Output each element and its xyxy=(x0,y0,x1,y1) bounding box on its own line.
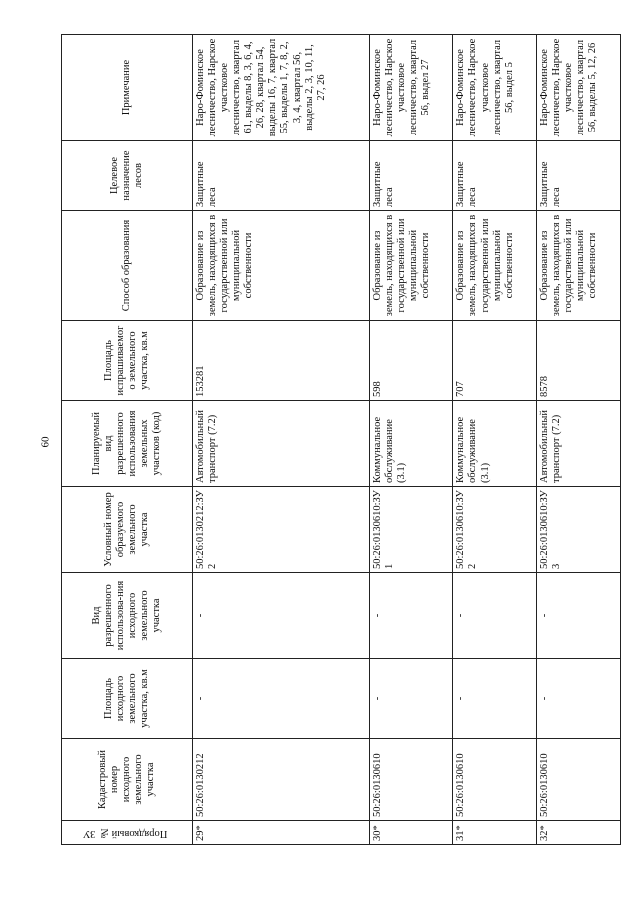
cell-source-area: - xyxy=(537,659,621,739)
cell-ordinal: 32* xyxy=(537,821,621,845)
cell-note: Наро-Фоминское лесничество, Нарское участковое лесничество, квартал 56, выделы 5, 12, 26 xyxy=(537,35,621,141)
header-cadastral: Кадастровый номер исходного земельного участка xyxy=(62,739,193,821)
cell-formation-method: Образование из земель, находящихся в государственной или муниципальной собственности xyxy=(193,211,370,321)
cell-formation-method: Образование из земель, находящихся в государственной или муниципальной собственности xyxy=(537,211,621,321)
page-number: 60 xyxy=(39,436,52,448)
header-forest-purpose: Целевое назначение лесов xyxy=(62,141,193,211)
cell-planned-use: Коммунальное обслуживание (3.1) xyxy=(369,401,453,487)
cell-source-area: - xyxy=(193,659,370,739)
cell-source-use: - xyxy=(369,573,453,659)
cell-requested-area: 8578 xyxy=(537,321,621,401)
cell-conditional-number: 50:26:0130212:ЗУ2 xyxy=(193,487,370,573)
cell-requested-area: 153281 xyxy=(193,321,370,401)
cell-forest-purpose: Защитные леса xyxy=(453,141,537,211)
header-ordinal-text: Порядковый № ЗУ xyxy=(82,827,168,839)
cell-note: Наро-Фоминское лесничество, Нарское участковое лесничество, квартал 61, выделы 8, 3, 6, 4, 26, 28, квартал 54, выделы 16, 7, квартал 55, выделы 1, 7, 8, 2, 3, 4, квартал 56, выделы 2, 3, 10, 11, 27, 26 xyxy=(193,35,370,141)
header-source-area: Площадь исходного земельного участка, кв.м xyxy=(62,659,193,739)
cell-ordinal: 29* xyxy=(193,821,370,845)
header-conditional-number: Условный номер образуемого земельного участка xyxy=(62,487,193,573)
table-row xyxy=(537,35,621,845)
cell-planned-use: Автомобильный транспорт (7.2) xyxy=(537,401,621,487)
cell-cadastral: 50:26:0130610 xyxy=(537,739,621,821)
table-row xyxy=(193,35,370,845)
cell-cadastral: 50:26:0130610 xyxy=(369,739,453,821)
cell-requested-area: 598 xyxy=(369,321,453,401)
rotated-table-frame xyxy=(61,35,621,845)
cell-ordinal: 30* xyxy=(369,821,453,845)
cell-source-use: - xyxy=(537,573,621,659)
header-note: Примечание xyxy=(62,35,193,141)
cell-formation-method: Образование из земель, находящихся в государственной или муниципальной собственности xyxy=(369,211,453,321)
cell-source-area: - xyxy=(369,659,453,739)
cell-cadastral: 50:26:0130610 xyxy=(453,739,537,821)
header-ordinal xyxy=(62,821,193,845)
cell-conditional-number: 50:26:0130610:ЗУ1 xyxy=(369,487,453,573)
land-plots-table xyxy=(61,34,621,845)
cell-source-use: - xyxy=(193,573,370,659)
table-header-row xyxy=(62,35,193,845)
cell-ordinal: 31* xyxy=(453,821,537,845)
cell-conditional-number: 50:26:0130610:ЗУ3 xyxy=(537,487,621,573)
cell-planned-use: Автомобильный транспорт (7.2) xyxy=(193,401,370,487)
cell-planned-use: Коммунальное обслуживание (3.1) xyxy=(453,401,537,487)
cell-requested-area: 707 xyxy=(453,321,537,401)
cell-forest-purpose: Защитные леса xyxy=(193,141,370,211)
header-source-use: Вид разрешенного использова-ния исходного земельного участка xyxy=(62,573,193,659)
table-row xyxy=(453,35,537,845)
cell-source-area: - xyxy=(453,659,537,739)
header-requested-area: Площадь испрашиваемого земельного участка, кв.м xyxy=(62,321,193,401)
cell-formation-method: Образование из земель, находящихся в государственной или муниципальной собственности xyxy=(453,211,537,321)
cell-source-use: - xyxy=(453,573,537,659)
header-planned-use: Планируемый вид разрешенного использования земельных участков (код) xyxy=(62,401,193,487)
cell-note: Наро-Фоминское лесничество, Нарское участковое лесничество, квартал 56, выдел 5 xyxy=(453,35,537,141)
cell-forest-purpose: Защитные леса xyxy=(537,141,621,211)
cell-cadastral: 50:26:0130212 xyxy=(193,739,370,821)
cell-note: Наро-Фоминское лесничество, Нарское участковое лесничество, квартал 56, выдел 27 xyxy=(369,35,453,141)
header-formation-method: Способ образования xyxy=(62,211,193,321)
cell-forest-purpose: Защитные леса xyxy=(369,141,453,211)
cell-conditional-number: 50:26:0130610:ЗУ2 xyxy=(453,487,537,573)
table-row xyxy=(369,35,453,845)
